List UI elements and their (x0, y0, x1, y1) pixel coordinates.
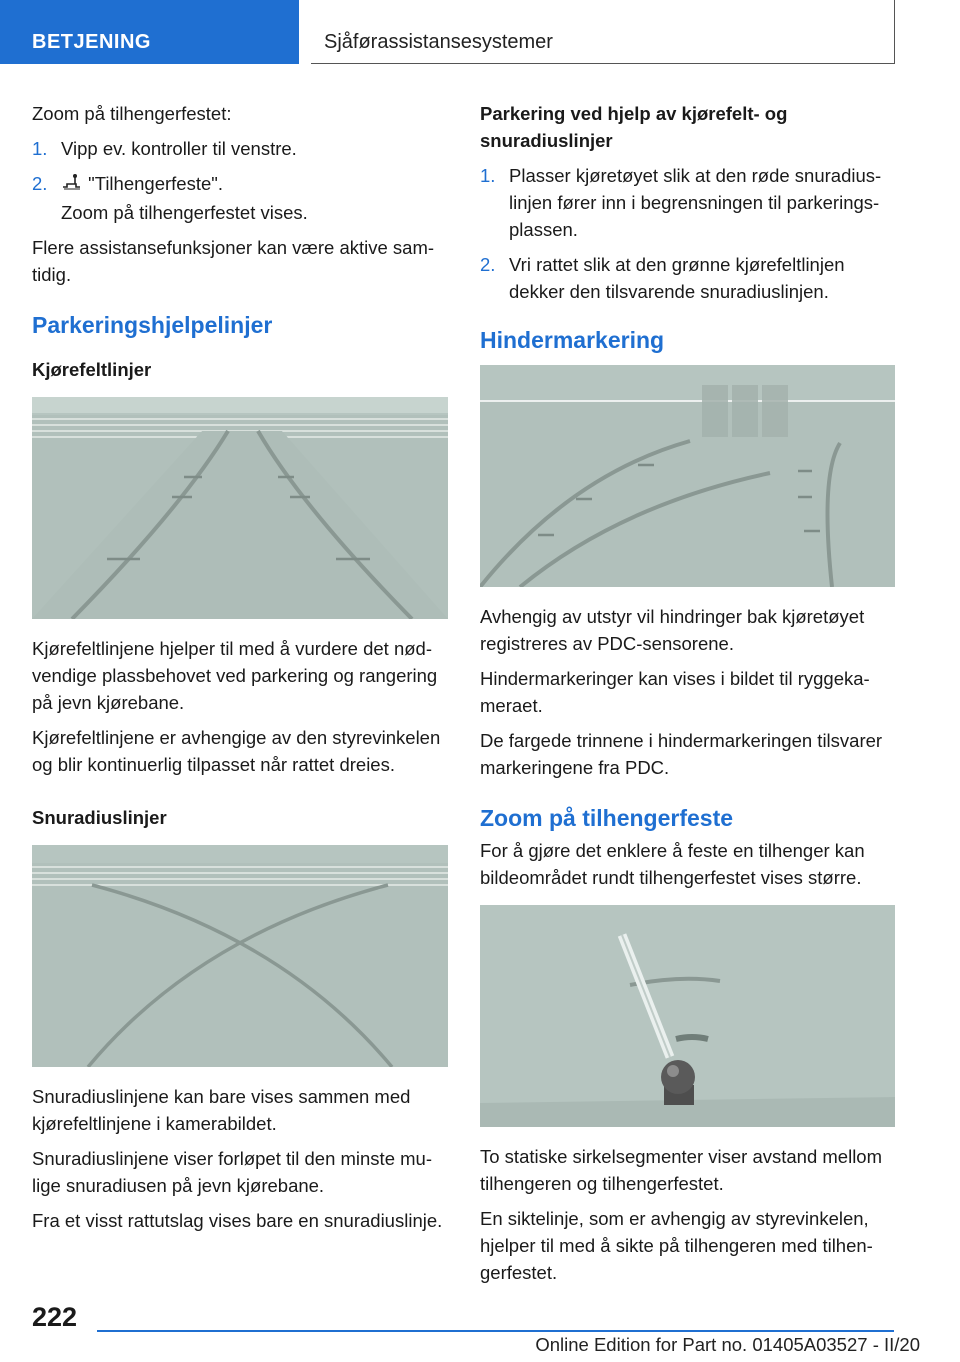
section-heading: Parkeringshjelpelinjer (32, 312, 273, 338)
footer-edition: Online Edition for Part no. 01405A03527 - II/20 (535, 1334, 920, 1355)
trailer-hitch-icon (61, 173, 83, 193)
step-text: Plasser kjøretøyet slik at den røde snuradiuslinjen fører inn i begrensningen til parkeringsplassen. (509, 165, 882, 240)
paragraph: To statiske sirkelsegmenter viser avstand mellom tilhengeren og tilhengerfestet. (480, 1146, 883, 1194)
step-number: 2. (480, 254, 496, 275)
obstacle-marking-figure (480, 365, 895, 587)
subsection-heading: Kjørefeltlinjer (32, 359, 152, 380)
subsection-heading: Parkering ved hjelp av kjørefelt- og snuradiuslinjer (480, 103, 788, 151)
step-text: Vipp ev. kontroller til venstre. (61, 138, 297, 159)
right-step-2 (480, 251, 895, 305)
section-heading: Zoom på tilhengerfeste (480, 805, 734, 831)
right-step-1 (480, 162, 895, 243)
step-text: Vri rattet slik at den grønne kjørefeltlinjen dekker den tilsvarende snuradiuslinjen. (509, 254, 845, 302)
lane-lines-figure (32, 397, 448, 619)
paragraph: Kjørefeltlinjene hjelper til med å vurdere det nødvendige plassbehovet ved parkering og rangering på jevn kjørebane. (32, 638, 438, 713)
paragraph: Kjørefeltlinjene er avhengige av den styrevinkelen og blir kontinuerlig tilpasset når rattet dreies. (32, 727, 441, 775)
left-step-1 (32, 135, 448, 162)
step-number: 2. (32, 173, 48, 194)
paragraph: Fra et visst rattutslag vises bare en snuradiuslinje. (32, 1210, 443, 1231)
header-section-label: BETJENING (32, 31, 151, 53)
step-result: Zoom på tilhengerfestet vises. (61, 202, 308, 223)
turning-radius-figure (32, 845, 448, 1067)
page-number: 222 (32, 1302, 78, 1332)
paragraph: Hindermarkeringer kan vises i bildet til ryggekameraet. (480, 668, 870, 716)
paragraph: For å gjøre det enklere å feste en tilhenger kan bildeområdet rundt tilhengerfestet vises større. (480, 840, 865, 888)
section-heading: Hindermarkering (480, 327, 665, 353)
step-number: 1. (32, 138, 48, 159)
paragraph: Flere assistansefunksjoner kan være aktive samtidig. (32, 237, 435, 285)
paragraph: Avhengig av utstyr vil hindringer bak kjøretøyet registreres av PDC-sensorene. (480, 606, 865, 654)
step-text: "Tilhengerfeste". (88, 173, 223, 194)
paragraph: Snuradiuslinjene viser forløpet til den minste mulige snuradiusen på jevn kjørebane. (32, 1148, 432, 1196)
paragraph: De fargede trinnene i hindermarkeringen tilsvarer markeringene fra PDC. (480, 730, 883, 778)
right-column (480, 100, 895, 1294)
header-chapter-box (311, 0, 895, 64)
header-section-tab (0, 0, 299, 64)
intro-text: Zoom på tilhengerfestet: (32, 103, 232, 124)
paragraph: En siktelinje, som er avhengig av styrevinkelen, hjelper til med å sikte på tilhengeren med tilhengerfestet. (480, 1208, 873, 1283)
footer-divider (97, 1330, 894, 1332)
trailer-hitch-zoom-figure (480, 905, 895, 1127)
subsection-heading: Snuradiuslinjer (32, 807, 167, 828)
paragraph: Snuradiuslinjene kan bare vises sammen med kjørefeltlinjene i kamerabildet. (32, 1086, 411, 1134)
header-chapter-label: Sjåførassistansesystemer (324, 31, 553, 53)
left-column (32, 100, 448, 1242)
left-step-2 (32, 170, 448, 197)
step-number: 1. (480, 165, 496, 186)
